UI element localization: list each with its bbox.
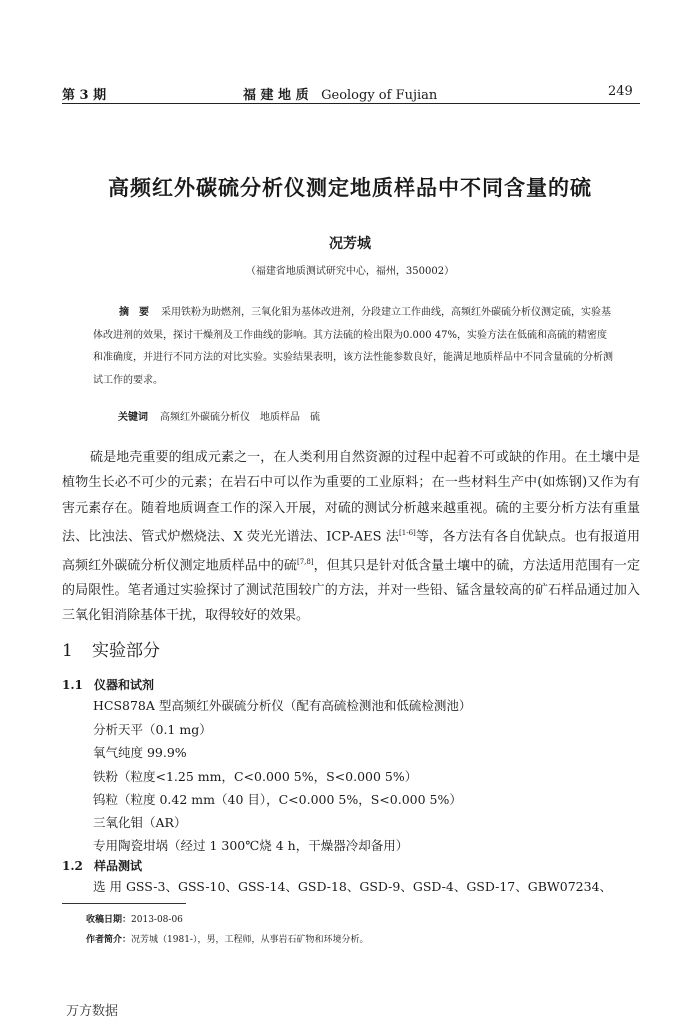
- subsection-title: 仪器和试剂: [94, 678, 155, 692]
- footnote-author: [86, 932, 368, 945]
- watermark: 万方数据: [66, 1004, 119, 1019]
- list-item: 三氧化钼（AR）: [93, 815, 187, 830]
- subsection-heading: [62, 676, 154, 693]
- subsection-number: 1.2: [62, 859, 83, 873]
- list-item: 氧气纯度 99.9%: [93, 745, 187, 760]
- abstract-label: 摘 要: [119, 307, 149, 318]
- list-item: 铁粉（粒度<1.25 mm，C<0.000 5%，S<0.000 5%）: [93, 769, 418, 784]
- list-item: HCS878A 型高频红外碳硫分析仪（配有高硫检测池和低硫检测池）: [93, 698, 472, 713]
- header-rule: [62, 103, 640, 104]
- list-item: 钨粒（粒度 0.42 mm（40 目），C<0.000 5%，S<0.000 5%）: [93, 792, 462, 807]
- section-heading: [62, 636, 160, 661]
- journal-name-en: Geology of Fujian: [321, 88, 438, 103]
- paper-title: 高频红外碳硫分析仪测定地质样品中不同含量的硫: [108, 175, 592, 200]
- citation-ref: [1-6]: [399, 528, 416, 537]
- keywords-label: 关键词: [118, 412, 148, 423]
- author-name: 况芳城: [329, 236, 371, 252]
- section-title: 实验部分: [92, 641, 160, 661]
- footnote-rule: [62, 903, 186, 904]
- citation-ref: [7,8]: [297, 557, 314, 566]
- abstract: [93, 302, 615, 392]
- footnote-text: 2013-08-06: [131, 915, 183, 925]
- section-number: 1: [62, 641, 73, 661]
- intro-text-1: 硫是地壳重要的组成元素之一，在人类利用自然资源的过程中起着不可或缺的作用。在土壤中是植物生长必不可少的元素；在岩石中可以作为重要的工业原料；在一些材料生产中(如炼钢)又作为有害元素存在。随着地质调查工作的深入开展，对硫的测试分析越来越重视。硫的主要分析方法有重量法、比浊法、管式炉燃烧法、X 荧光光谱法、ICP-AES 法: [62, 450, 640, 545]
- footnote-received: [86, 912, 183, 925]
- sample-list-text: 选 用 GSS-3、GSS-10、GSS-14、GSD-18、GSD-9、GSD-4、GSD-17、GBW07234、: [93, 879, 613, 894]
- intro-paragraph: [62, 445, 640, 629]
- subsection-number: 1.1: [62, 678, 83, 692]
- footnote-label: 收稿日期：: [86, 915, 132, 925]
- author-affiliation: （福建省地质测试研究中心，福州，350002）: [245, 266, 455, 277]
- footnote-label: 作者简介：: [86, 935, 132, 945]
- keywords-text: 高频红外碳硫分析仪 地质样品 硫: [160, 412, 320, 423]
- issue-label: 第 3 期: [62, 88, 107, 103]
- journal-name-cn: 福 建 地 质: [243, 88, 309, 103]
- list-item: 分析天平（0.1 mg）: [93, 722, 212, 737]
- footnote-text: 况芳城（1981-），男，工程师，从事岩石矿物和环境分析。: [131, 935, 369, 945]
- intro-text-3: ，但其只是针对低含量土壤中的硫，方法适用范围有一定的局限性。笔者通过实验探讨了测试范围较广的方法，并对一些铅、锰含量较高的矿石样品通过加入三氧化钼消除基体干扰，取得较好的效果。: [62, 557, 640, 624]
- intro-text-2: 等，各方法有各自优缺点。也有报道用高频红外碳硫分析仪测定地质样品中的硫: [62, 529, 640, 573]
- list-item: 专用陶瓷坩埚（经过 1 300℃烧 4 h，干燥器冷却备用）: [93, 838, 409, 853]
- keywords: [118, 408, 320, 423]
- abstract-text: 采用铁粉为助燃剂，三氧化钼为基体改进剂，分段建立工作曲线，高频红外碳硫分析仪测定硫，实验基体改进剂的效果，探讨干燥剂及工作曲线的影响。其方法硫的检出限为0.000 47%，实验方法在低硫和高硫的精密度和准确度，并进行不同方法的对比实验。实验结果表明，该方法性能参数良好，能满足地质样品中不同含量硫的分析测试工作的要求。: [93, 307, 613, 386]
- page-number: 249: [608, 84, 633, 99]
- subsection-title: 样品测试: [94, 859, 143, 873]
- journal-name: [243, 84, 437, 103]
- subsection-heading: [62, 857, 142, 874]
